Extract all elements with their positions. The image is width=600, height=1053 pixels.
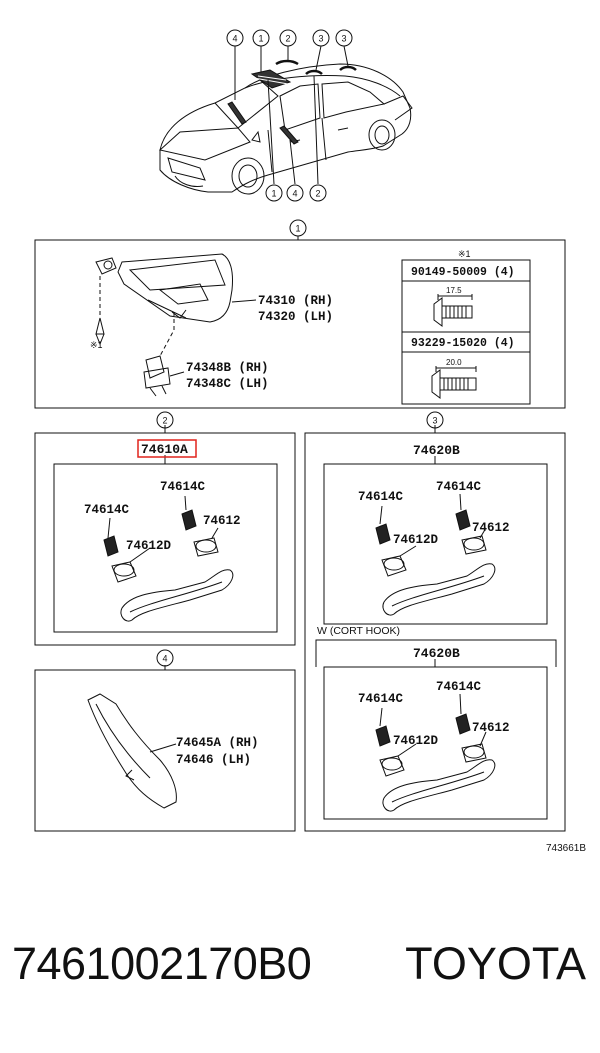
screw-1-part[interactable]: 90149-50009 (4) (411, 266, 515, 279)
footer (0, 938, 600, 1018)
pillar-trim-rh-label[interactable]: 74645A (RH) (176, 736, 259, 750)
note-mark: ※1 (90, 340, 103, 350)
grab-handle-drawing-3 (376, 494, 495, 615)
callout-bottom-3: 2 (315, 188, 321, 199)
section-2-bracket-left[interactable]: 74612D (126, 539, 172, 553)
callout-top-4: 3 (318, 33, 324, 44)
callout-circles (157, 30, 443, 666)
brand-name: TOYOTA (405, 938, 586, 989)
section-4-frame (35, 670, 295, 831)
section-3-variant-assembly-label[interactable]: 74620B (413, 646, 460, 661)
section-3-callout: 3 (432, 415, 438, 426)
screw-table-header: ※1 (458, 249, 471, 259)
callout-top-1: 4 (232, 33, 238, 44)
callout-top-5: 3 (341, 33, 347, 44)
section-3-variant-clip-right[interactable]: 74614C (436, 680, 482, 694)
diagram-reference: 743661B (545, 843, 586, 854)
section-3-bracket-right[interactable]: 74612 (472, 521, 510, 535)
screw-2-length: 20.0 (446, 358, 462, 367)
section-3-variant-bracket-right[interactable]: 74612 (472, 721, 510, 735)
callout-top-3: 2 (285, 33, 291, 44)
section-4-callout: 4 (162, 653, 168, 664)
section-2-clip-left[interactable]: 74614C (84, 503, 130, 517)
screw-1-length: 17.5 (446, 286, 462, 295)
part-number: 7461002170B0 (12, 938, 312, 989)
holder-rh-label[interactable]: 74348B (RH) (186, 361, 269, 375)
visor-rh-label[interactable]: 74310 (RH) (258, 294, 334, 308)
section-3-bracket-left[interactable]: 74612D (393, 533, 439, 547)
section-3-assembly-label[interactable]: 74620B (413, 443, 460, 458)
section-2-clip-right[interactable]: 74614C (160, 480, 206, 494)
section-3-clip-right[interactable]: 74614C (436, 480, 482, 494)
section-2-bracket-right[interactable]: 74612 (203, 514, 241, 528)
callout-bottom-2: 4 (292, 188, 298, 199)
screw-2-part[interactable]: 93229-15020 (4) (411, 337, 515, 350)
holder-lh-label[interactable]: 74348C (LH) (186, 377, 269, 391)
section-3-variant-clip-left[interactable]: 74614C (358, 692, 404, 706)
pillar-trim-lh-label[interactable]: 74646 (LH) (176, 753, 252, 767)
screw-17-5-drawing (434, 294, 472, 326)
section-3-variant-bracket-left[interactable]: 74612D (393, 734, 439, 748)
section-2-callout: 2 (162, 415, 168, 426)
cort-hook-variant-label: W (CORT HOOK) (317, 625, 401, 637)
visor-lh-label[interactable]: 74320 (LH) (258, 310, 334, 324)
callout-bottom-1: 1 (271, 188, 277, 199)
car-illustration (160, 46, 412, 194)
screw-20-0-drawing (432, 366, 476, 398)
section-1-callout: 1 (295, 223, 301, 234)
callout-top-2: 1 (258, 33, 264, 44)
pillar-trim-drawing (88, 694, 176, 808)
grab-handle-drawing-3-variant (376, 694, 495, 811)
section-2-assembly-label[interactable]: 74610A (141, 442, 188, 457)
section-3-clip-left[interactable]: 74614C (358, 490, 404, 504)
